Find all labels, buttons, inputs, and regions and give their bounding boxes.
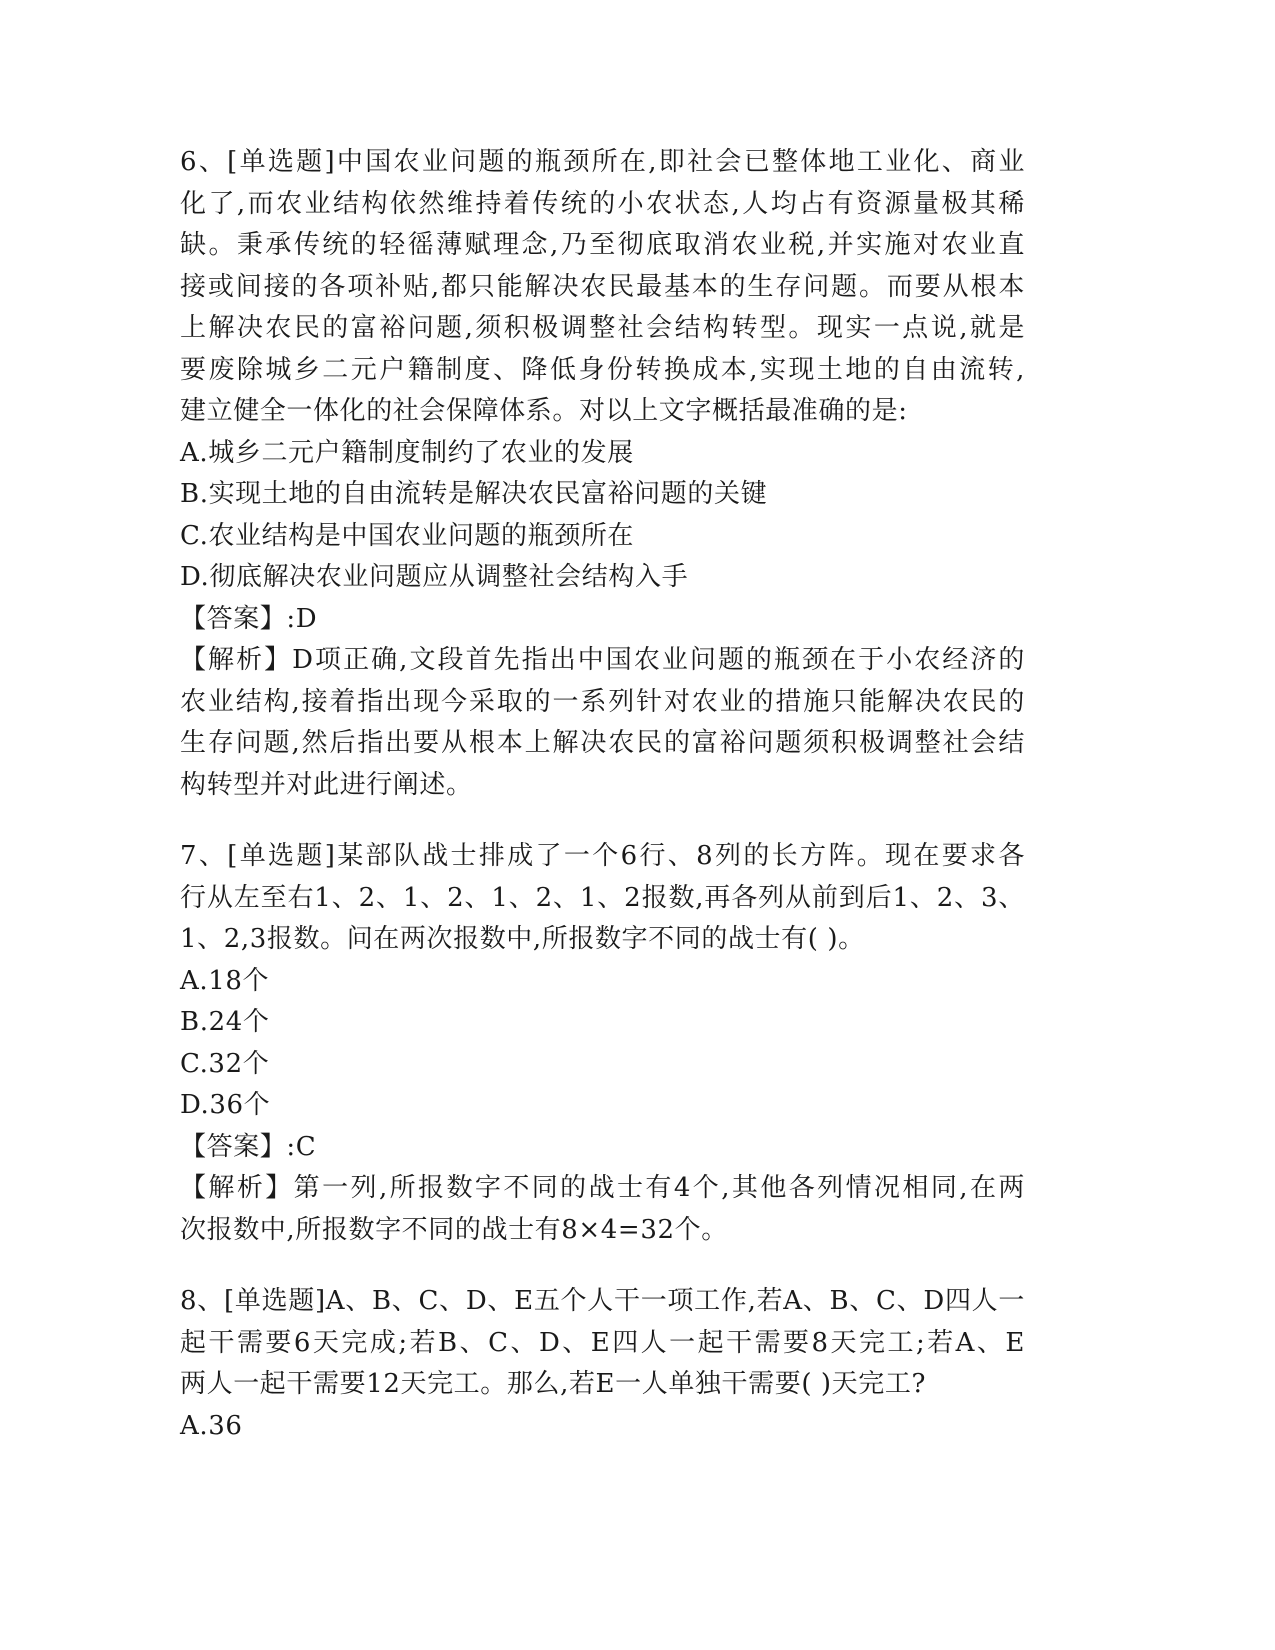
analysis-line: 【解析】第一列,所报数字不同的战士有4个,其他各列情况相同,在两 <box>180 1173 1025 1203</box>
answer-line: 【答案】:D <box>180 603 318 634</box>
stem-line: 化了,而农业结构依然维持着传统的小农状态,人均占有资源量极其稀 <box>180 188 1025 219</box>
analysis-line: 【解析】D项正确,文段首先指出中国农业问题的瓶颈在于小农经济的 <box>180 645 1025 675</box>
option-c: C.农业结构是中国农业问题的瓶颈所在 <box>180 520 635 551</box>
stem-line: 行从左至右1、2、1、2、1、2、1、2报数,再各列从前到后1、2、3、 <box>180 882 1025 913</box>
option-a: A.城乡二元户籍制度制约了农业的发展 <box>180 437 634 468</box>
analysis-line: 次报数中,所报数字不同的战士有8×4=32个。 <box>180 1214 728 1245</box>
question-spacer <box>180 1251 1025 1281</box>
analysis <box>180 640 1025 806</box>
stem-line: 1、2,3报数。问在两次报数中,所报数字不同的战士有( )。 <box>180 924 865 954</box>
question-6 <box>180 142 1025 806</box>
stem-line: 接或间接的各项补贴,都只能解决农民最基本的生存问题。而要从根本 <box>180 271 1025 302</box>
stem-line: 6、[单选题]中国农业问题的瓶颈所在,即社会已整体地工业化、商业 <box>180 147 1025 177</box>
stem-line: 建立健全一体化的社会保障体系。对以上文字概括最准确的是: <box>180 396 908 426</box>
question-7 <box>180 836 1025 1251</box>
question-stem <box>180 836 1025 961</box>
option-d: D.彻底解决农业问题应从调整社会结构入手 <box>180 562 689 592</box>
stem-line: 要废除城乡二元户籍制度、降低身份转换成本,实现土地的自由流转, <box>180 354 1025 385</box>
analysis <box>180 1168 1025 1251</box>
stem-line: 8、[单选题]A、B、C、D、E五个人干一项工作,若A、B、C、D四人一 <box>180 1286 1025 1316</box>
option-d: D.36个 <box>180 1090 271 1120</box>
option-a: A.18个 <box>180 965 270 996</box>
stem-line: 两人一起干需要12天完工。那么,若E一人单独干需要( )天完工? <box>180 1369 927 1399</box>
option-c: C.32个 <box>180 1048 270 1079</box>
analysis-line: 农业结构,接着指出现今采取的一系列针对农业的措施只能解决农民的 <box>180 686 1025 717</box>
option-a: A.36 <box>180 1410 243 1441</box>
question-stem <box>180 1281 1025 1406</box>
analysis-line: 构转型并对此进行阐述。 <box>180 769 473 800</box>
question-spacer <box>180 806 1025 836</box>
stem-line: 起干需要6天完成;若B、C、D、E四人一起干需要8天完工;若A、E <box>180 1327 1025 1358</box>
stem-line: 缺。秉承传统的轻徭薄赋理念,乃至彻底取消农业税,并实施对农业直 <box>180 230 1025 260</box>
option-b: B.24个 <box>180 1007 270 1037</box>
option-b: B.实现土地的自由流转是解决农民富裕问题的关键 <box>180 479 768 509</box>
analysis-line: 生存问题,然后指出要从根本上解决农民的富裕问题须积极调整社会结 <box>180 728 1025 758</box>
answer-line: 【答案】:C <box>180 1131 317 1162</box>
question-8 <box>180 1281 1025 1447</box>
stem-line: 7、[单选题]某部队战士排成了一个6行、8列的长方阵。现在要求各 <box>180 841 1025 871</box>
question-stem <box>180 142 1025 433</box>
stem-line: 上解决农民的富裕问题,须积极调整社会结构转型。现实一点说,就是 <box>180 313 1025 343</box>
document-page <box>180 142 1025 1447</box>
